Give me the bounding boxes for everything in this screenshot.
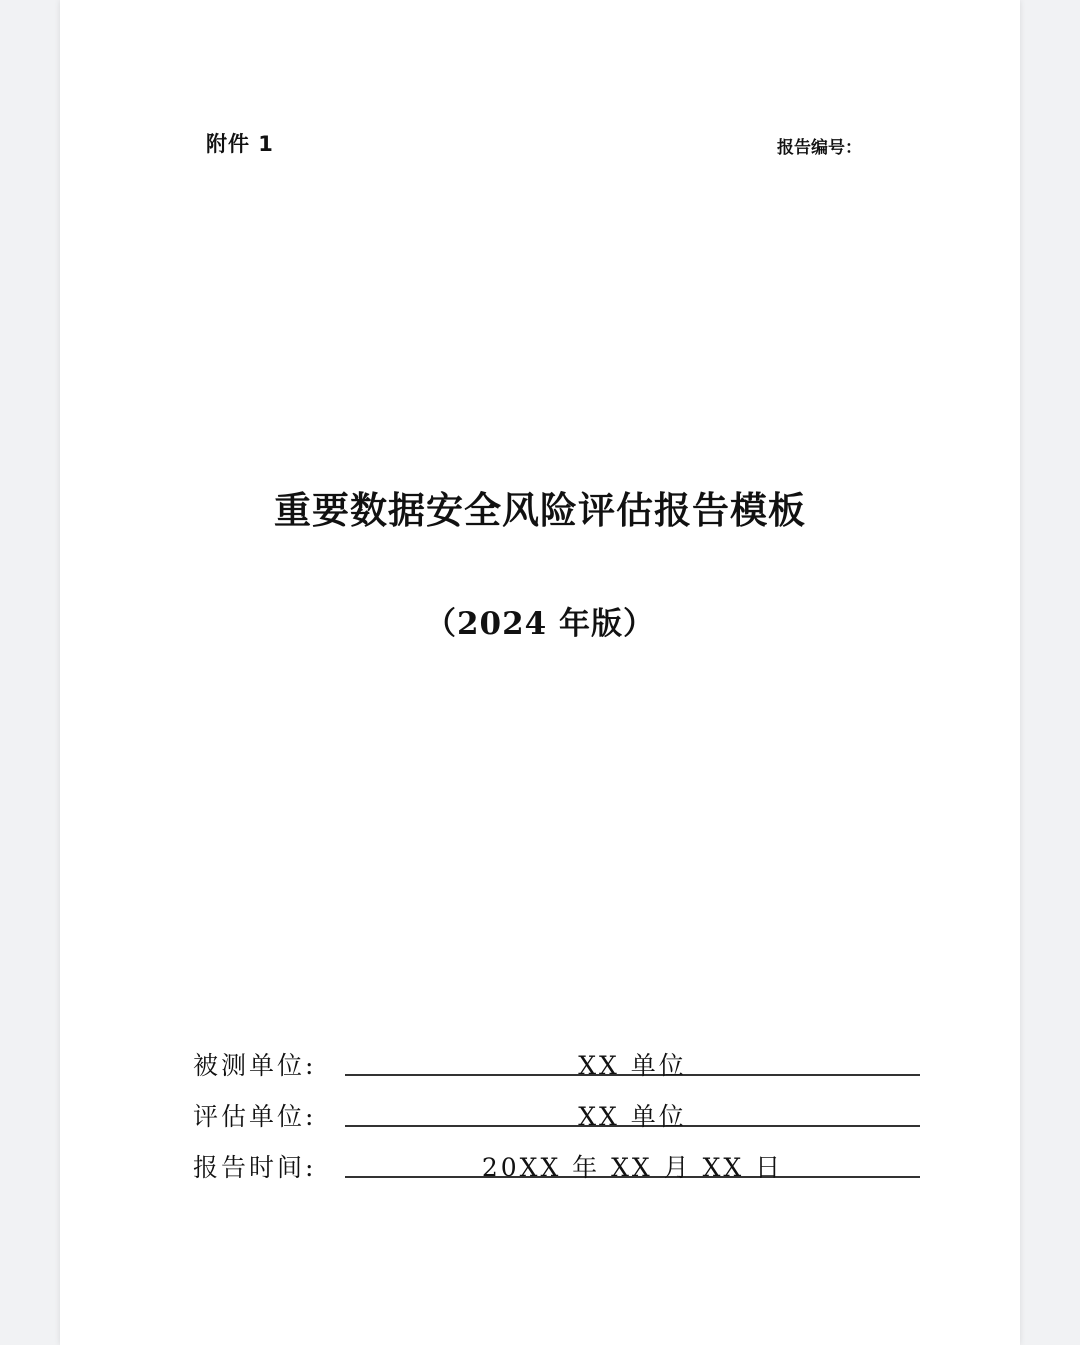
- field-row-assessment-unit: [193, 1091, 920, 1142]
- cover-fields: [193, 1040, 920, 1193]
- field-label-report-date: 报告时间:: [193, 1153, 317, 1182]
- document-page: [60, 0, 1020, 1345]
- field-label-assessment-unit: 评估单位:: [193, 1102, 317, 1131]
- report-number-label: 报告编号：: [777, 138, 862, 158]
- document-edition: （2024 年版）: [424, 606, 656, 642]
- field-value-tested-unit: XX 单位: [578, 1051, 687, 1080]
- field-underline-report-date: [345, 1142, 920, 1182]
- document-title: 重要数据安全风险评估报告模板: [274, 488, 806, 532]
- field-value-assessment-unit: XX 单位: [578, 1102, 687, 1131]
- field-row-report-date: [193, 1142, 920, 1193]
- field-value-report-date: 20XX 年 XX 月 XX 日: [481, 1153, 784, 1182]
- field-underline-assessment-unit: [345, 1091, 920, 1131]
- field-label-tested-unit: 被测单位:: [193, 1051, 317, 1080]
- field-underline-tested-unit: [345, 1040, 920, 1080]
- attachment-label: 附件 1: [206, 132, 274, 156]
- field-row-tested-unit: [193, 1040, 920, 1091]
